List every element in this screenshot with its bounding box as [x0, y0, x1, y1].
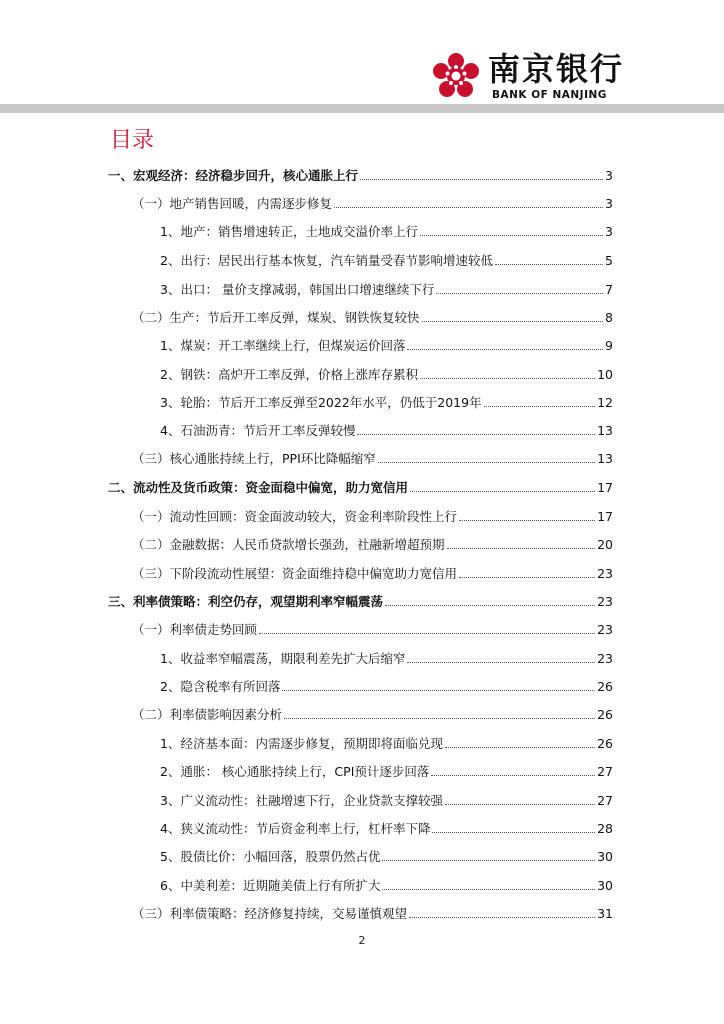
toc-entry-title: （一）利率债走势回顾 [132, 622, 258, 637]
toc-leader-dots [447, 547, 596, 549]
toc-entry[interactable] [132, 450, 613, 468]
toc-leader-dots [445, 746, 595, 748]
toc-entry-page: 26 [597, 736, 613, 751]
toc-entry[interactable] [160, 422, 613, 440]
toc-leader-dots [334, 206, 603, 208]
toc-entry-title: 1、经济基本面：内需逐步修复，预期即将面临兑现 [160, 736, 443, 751]
toc-entry[interactable] [132, 309, 613, 327]
toc-entry[interactable] [132, 536, 613, 554]
toc-entry[interactable] [132, 905, 613, 923]
toc-entry-title: （三）下阶段流动性展望：资金面维持稳中偏宽助力宽信用 [132, 566, 458, 581]
toc-entry[interactable] [132, 195, 613, 213]
toc-entry-title: （一）流动性回顾：资金面波动较大，资金利率阶段性上行 [132, 509, 458, 524]
toc-leader-dots [378, 461, 595, 463]
toc-leader-dots [357, 433, 595, 435]
toc-entry-page: 3 [605, 224, 613, 239]
brand-name-cn: 南京银行 [488, 50, 625, 88]
toc-leader-dots [284, 717, 595, 719]
toc-entry-title: 2、出行：居民出行基本恢复，汽车销量受春节影响增速较低 [160, 253, 493, 268]
toc-entry-title: 2、隐含税率有所回落 [160, 679, 281, 694]
toc-entry-title: （二）利率债影响因素分析 [132, 707, 283, 722]
toc-entry[interactable] [160, 650, 613, 668]
toc-leader-dots [420, 234, 603, 236]
page-number: 2 [358, 934, 366, 947]
toc-entry-page: 23 [597, 566, 613, 581]
toc-entry-title: 二、流动性及货币政策：资金面稳中偏宽，助力宽信用 [108, 480, 409, 495]
toc-entry[interactable] [132, 706, 613, 724]
toc-entry[interactable] [160, 366, 613, 384]
toc-leader-dots [422, 320, 604, 322]
toc-leader-dots [382, 888, 595, 890]
toc-leader-dots [385, 604, 595, 606]
toc-leader-dots [410, 490, 595, 492]
bank-of-nanjing-logo-icon [430, 50, 482, 102]
toc-entry-page: 23 [597, 622, 613, 637]
toc-entry-title: 5、股债比价：小幅回落，股票仍然占优 [160, 849, 381, 864]
toc-entry-page: 28 [597, 821, 613, 836]
toc-entry[interactable] [160, 678, 613, 696]
toc-entry-page: 17 [597, 509, 613, 524]
header-divider-bar [0, 104, 724, 113]
toc-entry-title: 3、轮胎：节后开工率反弹至2022年水平，仍低于2019年 [160, 395, 482, 410]
toc-entry-title: 1、煤炭：开工率继续上行，但煤炭运价回落 [160, 338, 406, 353]
toc-entry-title: （三）利率债策略：经济修复持续，交易谨慎观望 [132, 906, 408, 921]
toc-entry-page: 26 [597, 679, 613, 694]
toc-leader-dots [432, 831, 595, 833]
toc-entry-title: 1、地产：销售增速转正，土地成交溢价率上行 [160, 224, 418, 239]
toc-entry-page: 20 [597, 537, 613, 552]
toc-leader-dots [495, 263, 603, 265]
toc-leader-dots [459, 519, 595, 521]
toc-entry[interactable] [160, 792, 613, 810]
toc-entry-title: 一、宏观经济：经济稳步回升，核心通胀上行 [108, 168, 359, 183]
toc-entry-page: 10 [597, 367, 613, 382]
toc-entry[interactable] [108, 167, 613, 185]
brand-name-en: BANK OF NANJING [492, 89, 607, 101]
toc-entry-title: 3、出口： 量价支撑减弱，韩国出口增速继续下行 [160, 282, 435, 297]
toc-entry-title: 3、广义流动性：社融增速下行，企业贷款支撑较强 [160, 793, 443, 808]
toc-entry-title: 2、通胀： 核心通胀持续上行，CPI预计逐步回落 [160, 764, 430, 779]
toc-leader-dots [407, 661, 595, 663]
toc-leader-dots [360, 178, 603, 180]
toc-leader-dots [407, 348, 603, 350]
toc-entry-title: 4、狭义流动性：节后资金利率上行，杠杆率下降 [160, 821, 431, 836]
toc-entry[interactable] [132, 621, 613, 639]
toc-entry-page: 3 [605, 196, 613, 211]
toc-entry[interactable] [160, 820, 613, 838]
toc-entry-title: 2、钢铁：高炉开工率反弹，价格上涨库存累积 [160, 367, 418, 382]
toc-entry-page: 23 [597, 594, 613, 609]
toc-entry[interactable] [132, 508, 613, 526]
toc-entry-title: （一）地产销售回暖，内需逐步修复 [132, 196, 333, 211]
toc-entry-page: 26 [597, 707, 613, 722]
toc-entry-page: 31 [597, 906, 613, 921]
toc-entry-page: 8 [605, 310, 613, 325]
toc-entry-page: 13 [597, 423, 613, 438]
toc-entry[interactable] [132, 565, 613, 583]
toc-entry[interactable] [160, 848, 613, 866]
toc-leader-dots [431, 774, 595, 776]
toc-entry-page: 3 [605, 168, 613, 183]
toc-leader-dots [436, 292, 603, 294]
toc-entry-page: 12 [597, 395, 613, 410]
toc-leader-dots [282, 689, 595, 691]
toc-entry-page: 7 [605, 282, 613, 297]
toc-entry-page: 30 [597, 878, 613, 893]
toc-leader-dots [259, 632, 595, 634]
toc-entry[interactable] [160, 763, 613, 781]
page-header [0, 0, 724, 115]
toc-leader-dots [445, 803, 595, 805]
toc-entry-title: 1、收益率窄幅震荡，期限利差先扩大后缩窄 [160, 651, 406, 666]
toc-entry[interactable] [160, 223, 613, 241]
toc-entry[interactable] [160, 394, 613, 412]
toc-entry[interactable] [160, 337, 613, 355]
toc-entry[interactable] [160, 252, 613, 270]
toc-entry-page: 27 [597, 793, 613, 808]
toc-entry-title: （三）核心通胀持续上行，PPI环比降幅缩窄 [132, 451, 376, 466]
toc-entry[interactable] [160, 877, 613, 895]
toc-leader-dots [409, 916, 595, 918]
toc-entry-title: （二）生产：节后开工率反弹，煤炭、钢铁恢复较快 [132, 310, 420, 325]
toc-entry-title: 6、中美利差：近期随美债上行有所扩大 [160, 878, 381, 893]
toc-entry[interactable] [160, 281, 613, 299]
toc-leader-dots [484, 405, 596, 407]
toc-leader-dots [420, 377, 595, 379]
toc-entry-page: 9 [605, 338, 613, 353]
toc-title: 目录 [110, 128, 155, 153]
toc-entry-page: 23 [597, 651, 613, 666]
toc-entry[interactable] [108, 593, 613, 611]
toc-leader-dots [459, 576, 595, 578]
toc-entry-page: 5 [605, 253, 613, 268]
toc-entry-page: 27 [597, 764, 613, 779]
toc-entry[interactable] [108, 479, 613, 497]
toc-entry[interactable] [160, 735, 613, 753]
toc-entry-title: 三、利率债策略：利空仍存，观望期利率窄幅震荡 [108, 594, 384, 609]
toc-entry-title: 4、石油沥青：节后开工率反弹较慢 [160, 423, 356, 438]
toc-entry-page: 17 [597, 480, 613, 495]
toc-entry-page: 30 [597, 849, 613, 864]
toc-entry-page: 13 [597, 451, 613, 466]
toc-entry-title: （二）金融数据：人民币贷款增长强劲，社融新增超预期 [132, 537, 445, 552]
toc-leader-dots [382, 859, 595, 861]
